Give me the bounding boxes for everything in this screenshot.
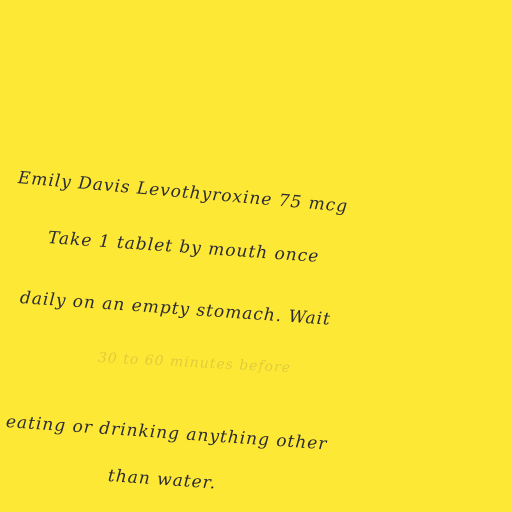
faded-wait-time-line: 30 to 60 minutes before <box>97 350 292 377</box>
eating-instruction-line: eating or drinking anything other <box>5 412 329 455</box>
dosage-instruction-line: Take 1 tablet by mouth once <box>47 228 320 267</box>
water-instruction-line: than water. <box>107 466 217 494</box>
stomach-instruction-line: daily on an empty stomach. Wait <box>19 288 332 330</box>
patient-medication-line: Emily Davis Levothyroxine 75 mcg <box>17 168 349 217</box>
